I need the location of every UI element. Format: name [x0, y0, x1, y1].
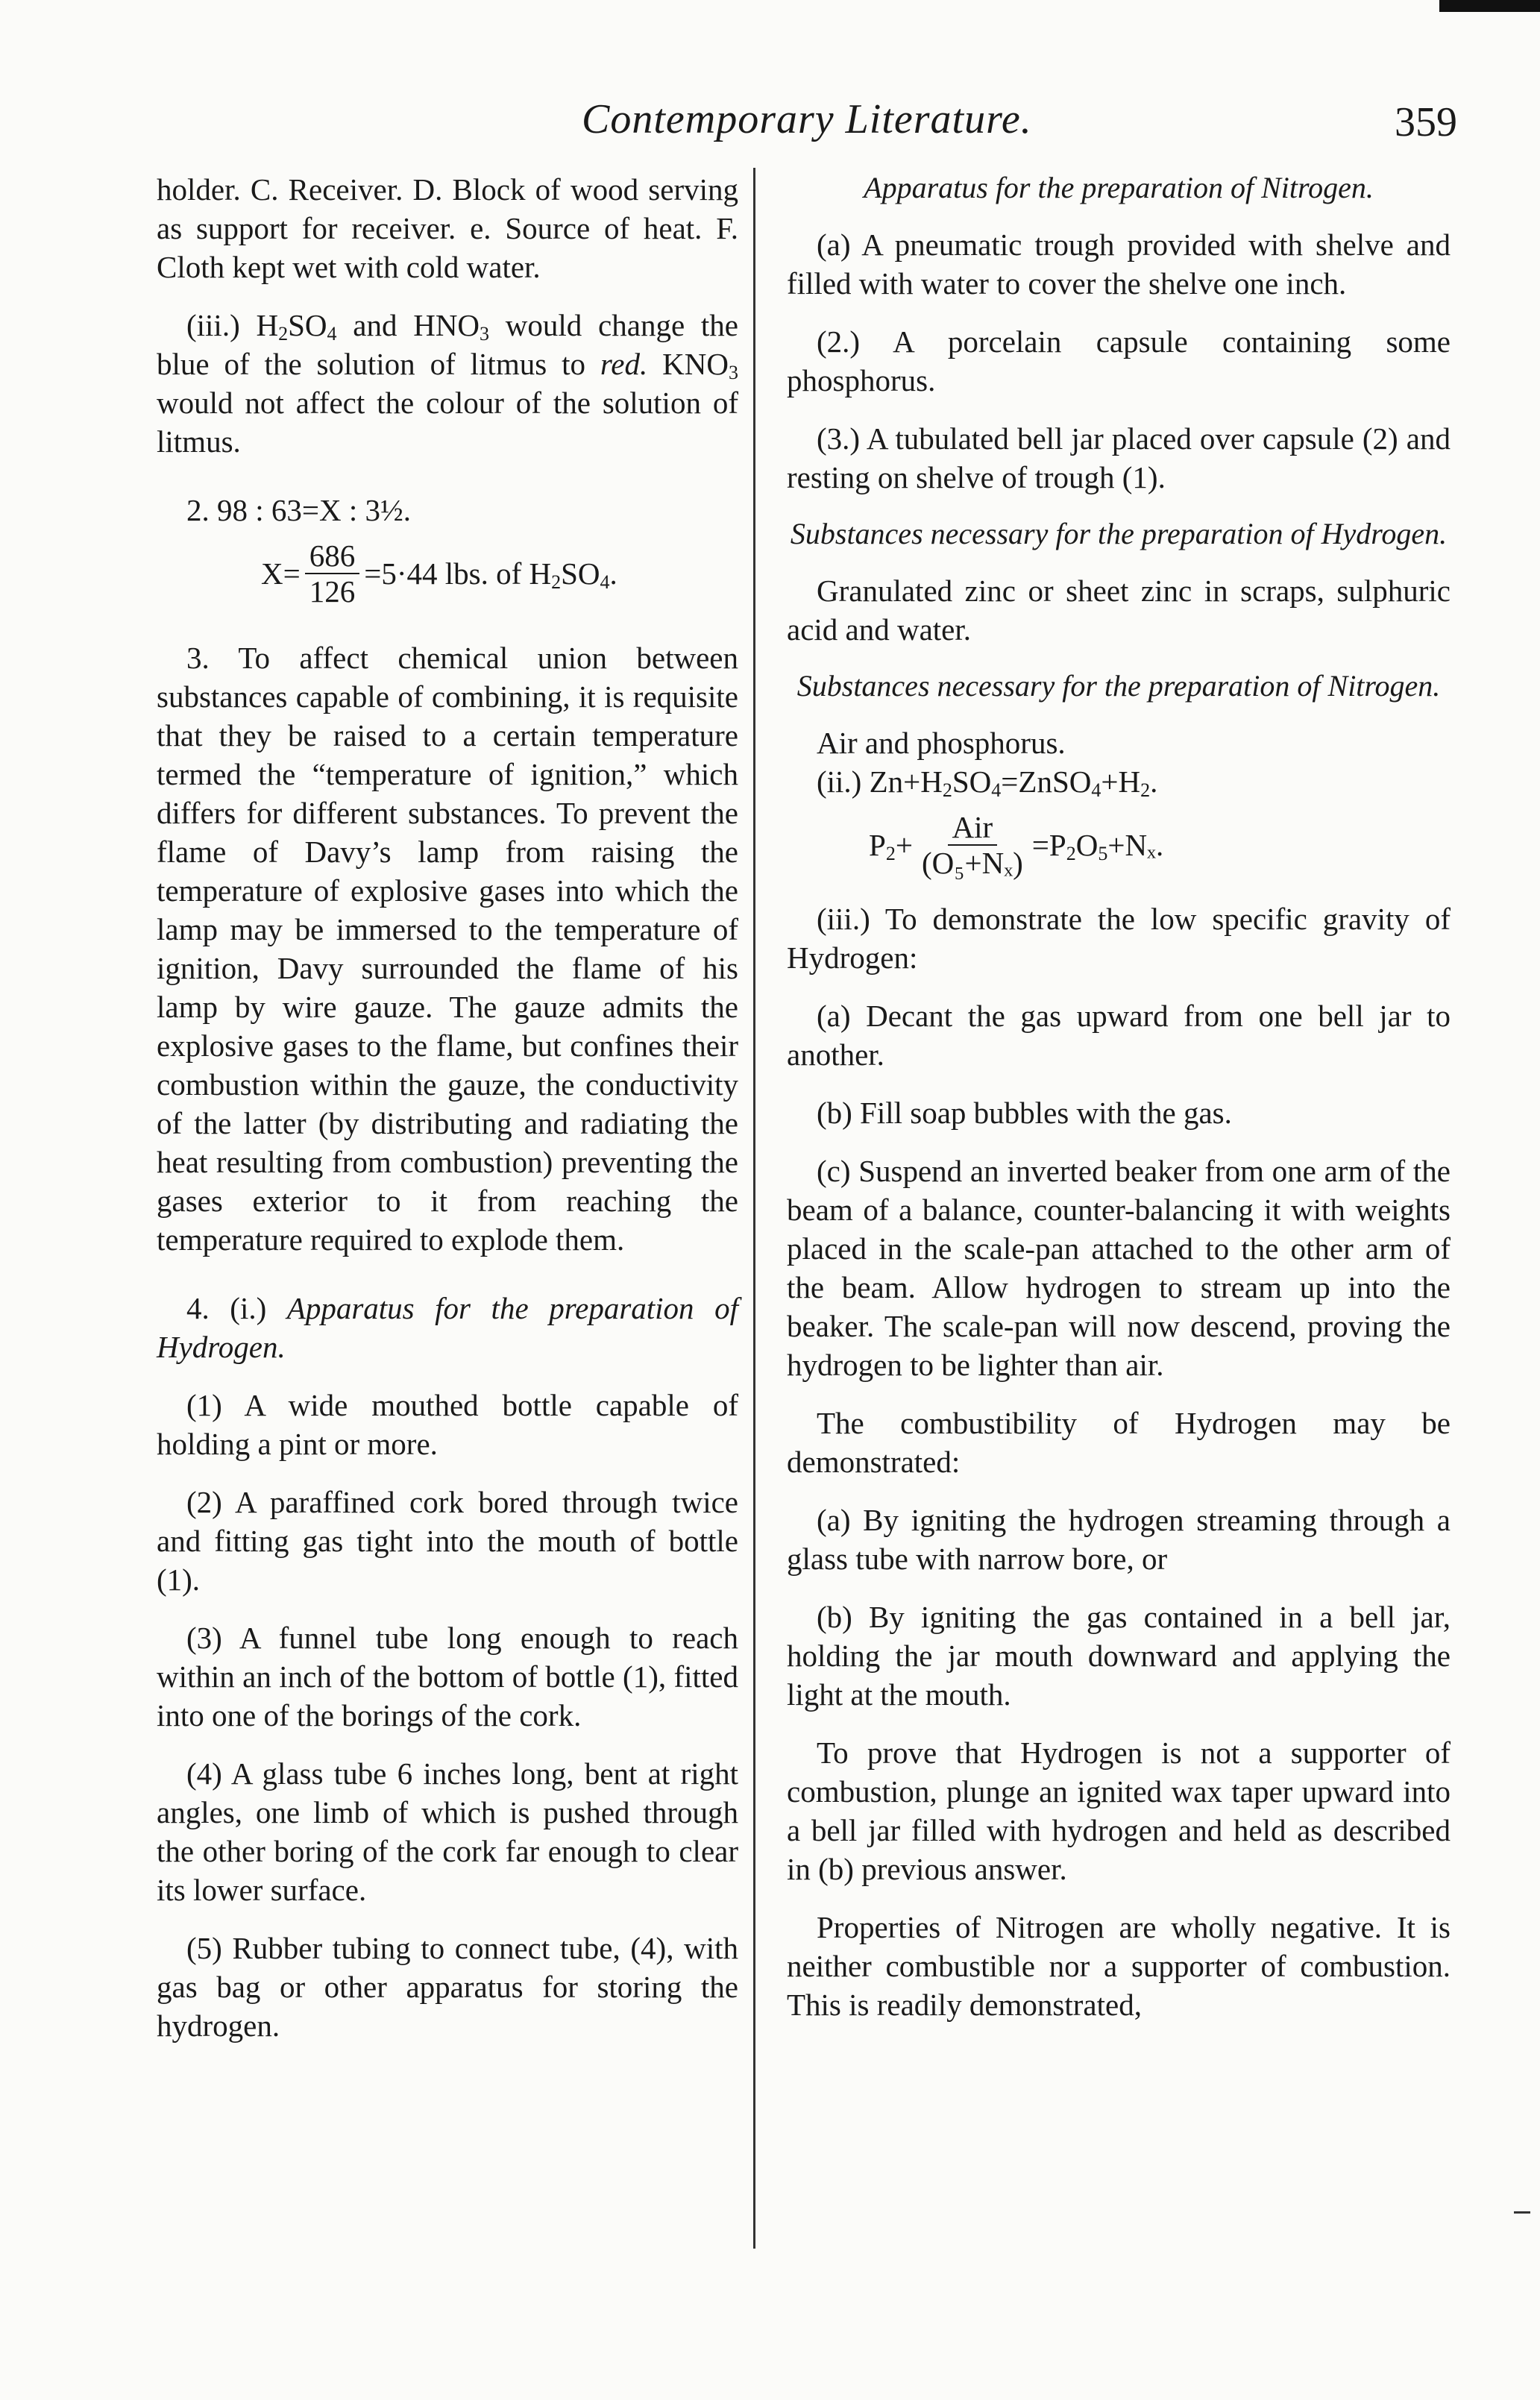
list-item-5: (5) Rubber tubing to connect tube, (4), with gas bag or other apparatus for storing the hydrogen. [157, 1931, 738, 2043]
paragraph-litmus: (iii.) $H_2SO_4$ and $HNO_3$ would change the blue of the solution of litmus to red. $KNO_3$ would not affect the colour of the solution of litmus. [157, 308, 738, 459]
running-title: Contemporary Literature. [582, 96, 1032, 142]
list-item-1: (1) A wide mouthed bottle capable of holding a pint or more. [157, 1388, 738, 1461]
paragraph-zinc: Granulated zinc or sheet zinc in scraps, sulphuric acid and water. [787, 574, 1451, 647]
list-item-4: (4) A glass tube 6 inches long, bent at right angles, one limb of which is pushed through the other boring of the cork far enough to clear its lower surface. [157, 1756, 738, 1907]
page-header [0, 95, 1540, 155]
paragraph-trough: (a) A pneumatic trough provided with shelve and filled with water to cover the shelve one inch. [787, 227, 1451, 301]
paragraph-nitrogen-properties: Properties of Nitrogen are wholly negative. It is neither combustible nor a supporter of combustion. This is readily demonstrated, [787, 1910, 1451, 2022]
paragraph-air-phosphorus: Air and phosphorus. [817, 726, 1066, 760]
equation-phosphorus: $P_2+$ $\frac{\text{Air}}{\text{(O₅+Nₓ)}}$ $=P_2O_5+N_x$. [869, 810, 1164, 880]
paragraph-bell-jar: (3.) A tubulated bell jar placed over capsule (2) and resting on shelve of trough (1). [787, 421, 1451, 494]
scan-edge-mark [1439, 0, 1540, 12]
equation-ratio: 2. 98 : 63=X : 3½. [186, 493, 412, 527]
paragraph-combustibility: The combustibility of Hydrogen may be demonstrated: [787, 1406, 1451, 1479]
right-column [787, 170, 1451, 2024]
equation-zinc: (ii.) $Zn+H_2SO_4=ZnSO_4+H_2$. [817, 764, 1158, 801]
paragraph-specific-gravity: (iii.) To demonstrate the low specific gravity of Hydrogen: [787, 902, 1451, 975]
left-column [157, 170, 738, 2045]
paragraph-igniting-tube: (a) By igniting the hydrogen streaming through a glass tube with narrow bore, or [787, 1503, 1451, 1576]
heading-hydrogen-apparatus: 4. (i.) Apparatus for the preparation of Hydrogen. [157, 1291, 738, 1364]
paragraph-davy-lamp: 3. To affect chemical union between substances capable of combining, it is requisite that they be raised to a certain temperature termed the “temperature of ignition,” which differs for different substances. To prevent the flame of Davy’s lamp from raising the temperature of explosive gases into which the lamp may be immersed to the temperature of ignition, Davy surrounded the flame of his lamp by wire gauze. The gauze admits the explosive gases to the flame, but confines their combustion within the gauze, the conductivity of the latter (by distributing and radiating the heat resulting from combustion) preventing the gases exterior to it from reaching the temperature required to explode them. [157, 641, 738, 1257]
paragraph-soap-bubbles: (b) Fill soap bubbles with the gas. [817, 1096, 1232, 1130]
paragraph-apparatus-legend: holder. C. Receiver. D. Block of wood serving as support for receiver. e. Source of heat. F. Cloth kept wet with cold water. [157, 172, 738, 284]
heading-hydrogen-substances: Substances necessary for the preparation of Hydrogen. [790, 517, 1448, 550]
list-item-2: (2) A paraffined cork bored through twice and fitting gas tight into the mouth of bottle (1). [157, 1485, 738, 1597]
list-item-3: (3) A funnel tube long enough to reach within an inch of the bottom of bottle (1), fitted into one of the borings of the cork. [157, 1621, 738, 1733]
paragraph-igniting-jar: (b) By igniting the gas contained in a bell jar, holding the jar mouth downward and applying the light at the mouth. [787, 1600, 1451, 1712]
column-divider [753, 168, 755, 2249]
margin-mark [1514, 2211, 1530, 2214]
paragraph-capsule: (2.) A porcelain capsule containing some phosphorus. [787, 324, 1451, 398]
paragraph-not-supporter: To prove that Hydrogen is not a supporter of combustion, plunge an ignited wax taper upward into a bell jar filled with hydrogen and held as described in (b) previous answer. [787, 1735, 1451, 1886]
paragraph-balance: (c) Suspend an inverted beaker from one arm of the beam of a balance, counter-balancing it with weights placed in the scale-pan attached to the other arm of the beam. Allow hydrogen to stream up into the beaker. The scale-pan will now descend, proving the hydrogen to be lighter than air. [787, 1154, 1451, 1382]
paragraph-decant: (a) Decant the gas upward from one bell jar to another. [787, 999, 1451, 1072]
equation-result: X= $\frac{686}{126}$ =5·44 lbs. of $H_2SO_4$. [261, 538, 617, 609]
heading-nitrogen-apparatus: Apparatus for the preparation of Nitrogen. [864, 171, 1374, 204]
page-number: 359 [1395, 99, 1457, 145]
heading-nitrogen-substances: Substances necessary for the preparation of Nitrogen. [796, 669, 1441, 703]
